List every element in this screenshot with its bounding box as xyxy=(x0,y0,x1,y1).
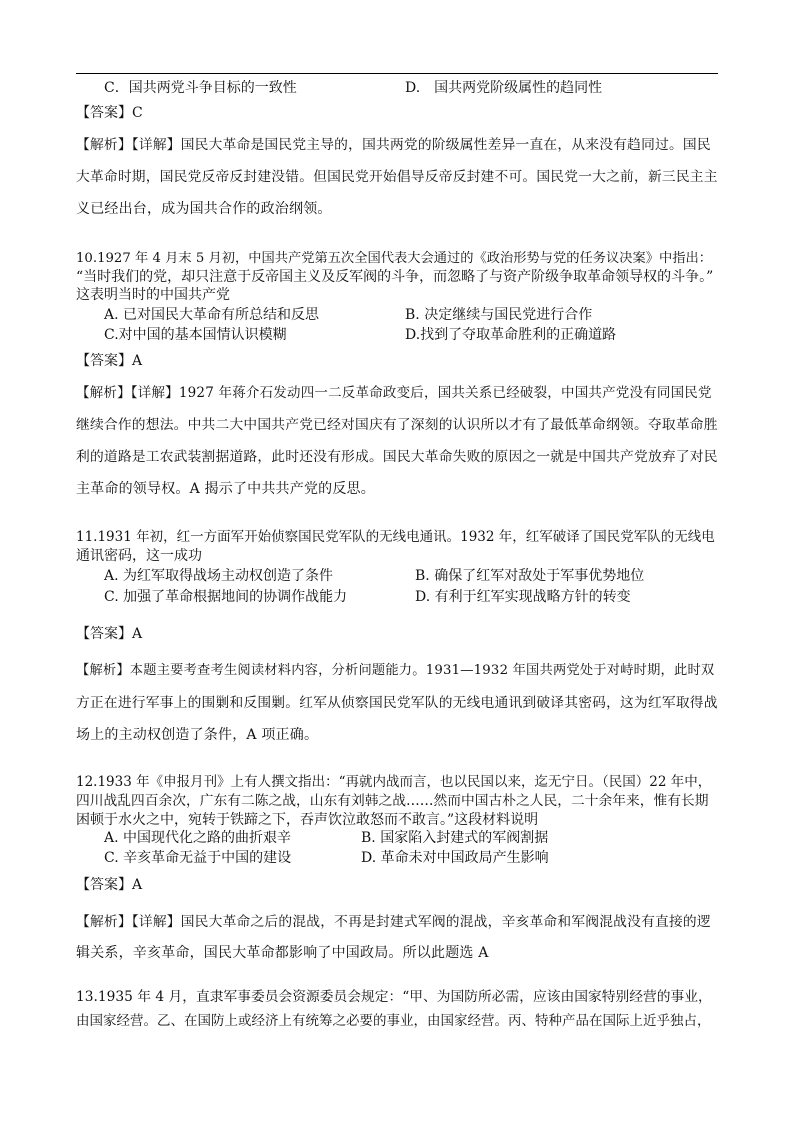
stem-line: 这表明当时的中国共产党 xyxy=(76,287,230,303)
analysis-line: 继续合作的想法。中共二大中国共产党已经对国庆有了深刻的认识所以才有了最低革命纲领。夺取革命胜 xyxy=(76,417,718,433)
option-b: B. 确保了红军对敌处于军事优势地位 xyxy=(415,568,645,584)
analysis-line: 主革命的领导权。A 揭示了中共共产党的反思。 xyxy=(76,481,375,497)
stem-line: 通讯密码，这一成功 xyxy=(76,548,202,564)
option-d: D.找到了夺取革命胜利的正确道路 xyxy=(405,327,617,343)
stem-line: “当时我们的党，却只注意于反帝国主义及反军阀的斗争，而忽略了与资产阶级争取革命领导权的斗争。” xyxy=(76,269,714,285)
answer: 【答案】A xyxy=(76,353,143,369)
stem-line: 10.1927 年 4 月末 5 月初，中国共产党第五次全国代表大会通过的《政治形势与党的任务议决案》中指出： xyxy=(76,251,712,266)
option-c: C. 加强了革命根据地间的协调作战能力 xyxy=(104,589,348,605)
analysis-line: 方正在进行军事上的围剿和反围剿。红军从侦察国民党军队的无线电通讯到破译其密码，这为红军取得战 xyxy=(76,695,718,711)
option-c: C. 辛亥革命无益于中国的建设 xyxy=(104,850,292,866)
analysis-line: 辑关系，辛亥革命，国民大革命都影响了中国政局。所以此题选 A xyxy=(76,945,489,961)
answer: 【答案】A xyxy=(76,626,143,642)
stem-line: 12.1933 年《申报月刊》上有人撰文指出：“再就内战而言，也以民国以来，迄无宁日。（民国）22 年中， xyxy=(76,774,712,790)
analysis-line: 【解析】【详解】1927 年蒋介石发动四一二反革命政变后，国共关系已经破裂，中国共产党没有同国民党 xyxy=(76,385,712,401)
analysis-line: 利的道路是工农武装割据道路，此时还没有形成。国民大革命失败的原因之一就是中国共产党放弃了对民 xyxy=(76,449,718,465)
option-a: A. 为红军取得战场主动权创造了条件 xyxy=(104,568,334,584)
option-a: A. 已对国民大革命有所总结和反思 xyxy=(104,307,320,323)
header-rule xyxy=(76,73,718,74)
option-b: B. 国家陷入封建式的军阀割据 xyxy=(361,830,549,846)
analysis-line: 大革命时期，国民党反帝反封建没错。但国民党开始倡导反帝反封建不可。国民党一大之前，新三民主主 xyxy=(76,169,718,185)
analysis-line: 【解析】本题主要考查考生阅读材料内容，分析问题能力。1931—1932 年国共两党处于对峙时期，此时双 xyxy=(76,663,715,678)
prev-option-d: D. 国共两党阶级属性的趋同性 xyxy=(405,80,603,96)
prev-option-c: C．国共两党斗争目标的一致性 xyxy=(104,80,297,96)
option-a: A. 中国现代化之路的曲折艰辛 xyxy=(104,830,292,846)
analysis-line: 【解析】【详解】国民大革命之后的混战，不再是封建式军阀的混战，辛亥革命和军阀混战没有直接的逻 xyxy=(76,914,711,930)
option-d: D. 有利于红军实现战略方针的转变 xyxy=(415,589,631,605)
analysis-line: 场上的主动权创造了条件，A 项正确。 xyxy=(76,727,319,743)
prev-answer: 【答案】C xyxy=(76,105,143,121)
analysis-line: 【解析】【详解】国民大革命是国民党主导的，国共两党的阶级属性差异一直在，从来没有趋同过。国民 xyxy=(76,137,711,153)
option-d: D. 革命未对中国政局产生影响 xyxy=(361,850,549,866)
stem-line: 由国家经营。乙、在国防上或经济上有统筹之必要的事业，由国家经营。丙、特种产品在国际上近乎独占， xyxy=(76,1013,711,1029)
option-c: C.对中国的基本国情认识模糊 xyxy=(104,327,287,343)
option-b: B. 决定继续与国民党进行合作 xyxy=(405,307,593,323)
stem-line: 11.1931 年初，红一方面军开始侦察国民党军队的无线电通讯。1932 年，红军破译了国民党军队的无线电 xyxy=(76,529,715,545)
stem-line: 13.1935 年 4 月，直隶军事委员会资源委员会规定：“甲、为国防所必需，应该由国家特别经营的事业， xyxy=(76,989,712,1005)
stem-line: 困顿于水火之中，宛转于铁蹄之下，吞声饮泣敢怒而不敢言。”这段材料说明 xyxy=(76,812,539,828)
stem-line: 四川战乱四百余次，广东有二陈之战，山东有刘韩之战……然而中国古朴之人民，二十余年来，惟有长期 xyxy=(76,793,709,809)
analysis-line: 义已经出台，成为国共合作的政治纲领。 xyxy=(76,201,332,217)
answer: 【答案】A xyxy=(76,877,143,893)
